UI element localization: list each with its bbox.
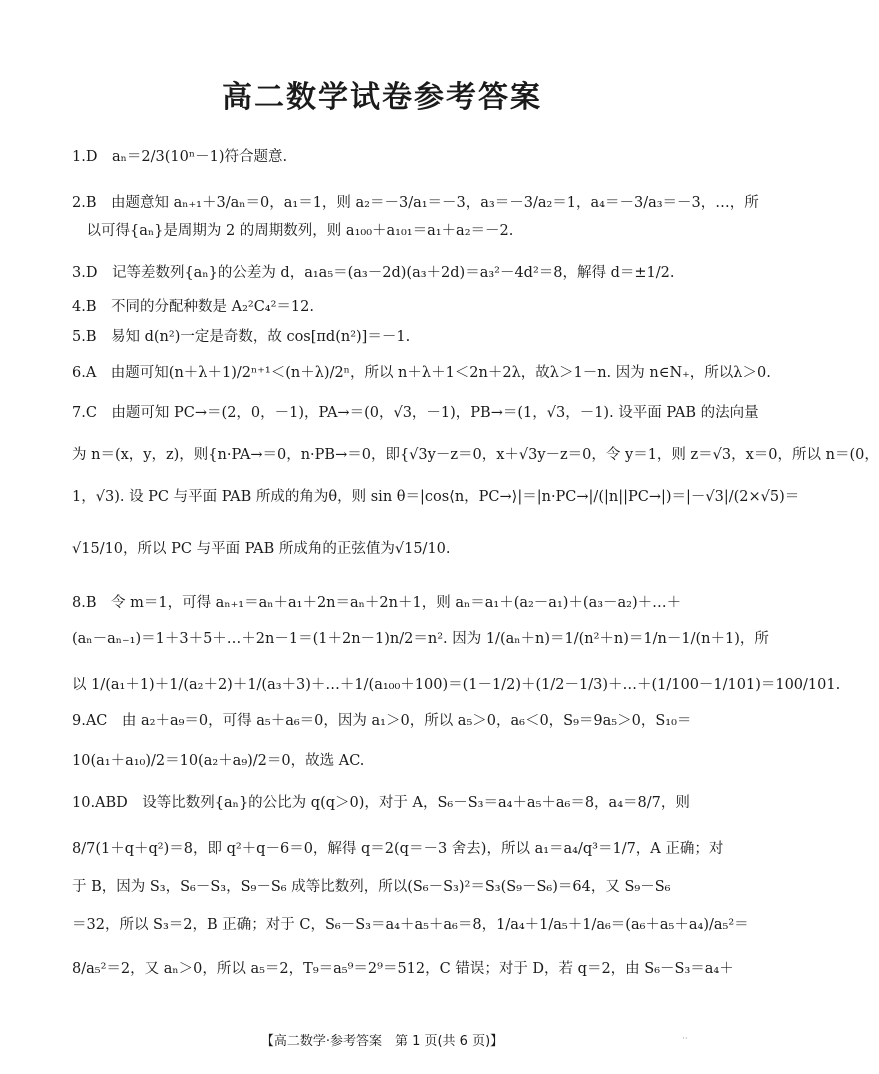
page-footer: 【高二数学·参考答案 第 1 页(共 6 页)】 [260, 1034, 504, 1049]
corner-mark: ·· [682, 1034, 688, 1044]
answer-line: √15/10，所以 PC 与平面 PAB 所成角的正弦值为√15/10. [72, 541, 451, 557]
answer-line: 6.A 由题可知(n＋λ＋1)/2ⁿ⁺¹＜(n＋λ)/2ⁿ，所以 n＋λ＋1＜2n＋2λ，故λ＞1－n. 因为 n∈N₊，所以λ＞0. [72, 365, 771, 381]
answer-line: 10.ABD 设等比数列{aₙ}的公比为 q(q＞0)，对于 A，S₆－S₃＝a₄＋a₅＋a₆＝8，a₄＝8/7，则 [72, 795, 690, 811]
answer-line: 于 B，因为 S₃，S₆－S₃，S₉－S₆ 成等比数列，所以(S₆－S₃)²＝S₃(S₉－S₆)＝64，又 S₉－S₆ [72, 879, 671, 895]
answer-line: 10(a₁＋a₁₀)/2＝10(a₂＋a₉)/2＝0，故选 AC. [72, 753, 365, 769]
answer-line: 8/a₅²＝2，又 aₙ＞0，所以 a₅＝2，T₉＝a₅⁹＝2⁹＝512，C 错误；对于 D，若 q＝2，由 S₆－S₃＝a₄＋ [72, 961, 734, 977]
answer-8 [72, 594, 841, 694]
answer-9 [72, 712, 696, 770]
answer-line: ＝32，所以 S₃＝2，B 正确；对于 C，S₆－S₃＝a₄＋a₅＋a₆＝8，1/a₄＋1/a₅＋1/a₆＝(a₆＋a₅＋a₄)/a₅²＝ [72, 917, 749, 933]
answer-3 [72, 264, 696, 282]
answer-line: 3.D 记等差数列{aₙ}的公差为 d，a₁a₅＝(a₃－2d)(a₃＋2d)＝a₃²－4d²＝8，解得 d＝±1/2. [72, 265, 675, 281]
answer-line: 以可得{aₙ}是周期为 2 的周期数列，则 a₁₀₀＋a₁₀₁＝a₁＋a₂＝－2. [72, 223, 514, 239]
answer-10 [72, 794, 749, 978]
answer-line: 4.B 不同的分配种数是 A₂²C₄²＝12. [72, 299, 314, 315]
answer-6 [72, 364, 771, 382]
answer-1 [72, 148, 696, 166]
answer-line: (aₙ－aₙ₋₁)＝1＋3＋5＋…＋2n－1＝(1＋2n－1)n/2＝n². 因为 1/(aₙ＋n)＝1/(n²＋n)＝1/n－1/(n＋1)，所 [72, 631, 769, 647]
answer-line: 9.AC 由 a₂＋a₉＝0，可得 a₅＋a₆＝0，因为 a₁＞0，所以 a₅＞0，a₆＜0，S₉＝9a₅＞0，S₁₀＝ [72, 713, 692, 729]
answer-line: 1，√3). 设 PC 与平面 PAB 所成的角为θ，则 sin θ＝|cos⟨n，PC→⟩|＝|n·PC→|/(|n||PC→|)＝|－√3|/(2×√5)＝ [72, 489, 800, 505]
page-title: 高二数学试卷参考答案 [222, 80, 542, 115]
answer-line: 8.B 令 m＝1，可得 aₙ₊₁＝aₙ＋a₁＋2n＝aₙ＋2n＋1，则 aₙ＝a₁＋(a₂－a₁)＋(a₃－a₂)＋…＋ [72, 595, 682, 611]
answer-line: 以 1/(a₁＋1)＋1/(a₂＋2)＋1/(a₃＋3)＋…＋1/(a₁₀₀＋100)＝(1－1/2)＋(1/2－1/3)＋…＋(1/100－1/101)＝100/101. [72, 677, 841, 693]
answer-line: 5.B 易知 d(n²)一定是奇数，故 cos[πd(n²)]＝－1. [72, 329, 411, 345]
answer-7 [72, 404, 879, 558]
answer-line: 8/7(1＋q＋q²)＝8，即 q²＋q－6＝0，解得 q＝2(q＝－3 舍去)，所以 a₁＝a₄/q³＝1/7，A 正确；对 [72, 841, 724, 857]
answer-line: 1.D aₙ＝2/3(10ⁿ－1)符合题意. [72, 149, 288, 165]
answer-2 [72, 194, 759, 240]
answer-line: 7.C 由题可知 PC→＝(2，0，－1)，PA→＝(0，√3，－1)，PB→＝(1，√3，－1). 设平面 PAB 的法向量 [72, 405, 759, 421]
answer-4 [72, 298, 696, 316]
answer-line: 为 n＝(x，y，z)，则{n·PA→＝0，n·PB→＝0，即{√3y－z＝0，x＋√3y－z＝0，令 y＝1，则 z＝√3，x＝0，所以 n＝(0， [72, 447, 879, 463]
answer-5 [72, 328, 696, 346]
answer-line: 2.B 由题意知 aₙ₊₁＋3/aₙ＝0，a₁＝1，则 a₂＝－3/a₁＝－3，a₃＝－3/a₂＝1，a₄＝－3/a₃＝－3，…，所 [72, 195, 759, 211]
